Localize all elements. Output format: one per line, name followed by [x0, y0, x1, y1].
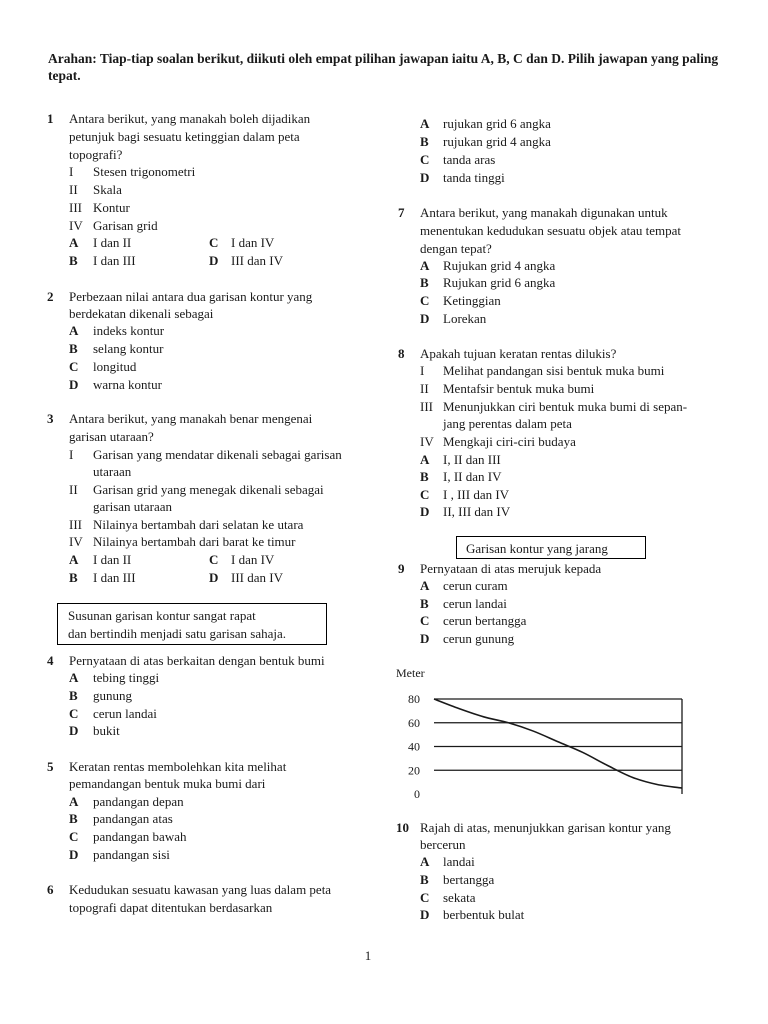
option-letter: C	[69, 706, 79, 721]
roman-numeral: IV	[69, 218, 83, 233]
option-letter: D	[420, 631, 430, 646]
y-tick-label: 60	[408, 715, 420, 730]
statement-text: Menunjukkan ciri bentuk muka bumi di sepan-	[443, 399, 688, 414]
question-stem: menentukan kedudukan sesuatu objek atau tempat	[420, 223, 682, 238]
question-stem: Rajah di atas, menunjukkan garisan kontur yang	[420, 820, 671, 835]
question-number: 4	[47, 653, 54, 668]
option-letter: C	[420, 293, 430, 308]
roman-numeral: III	[69, 517, 82, 532]
option-text: berbentuk bulat	[443, 907, 525, 922]
option-letter: D	[420, 170, 430, 185]
option-letter: C	[209, 552, 219, 567]
option-text: cerun landai	[443, 596, 507, 611]
option-letter: C	[420, 890, 430, 905]
statement-text: Nilainya bertambah dari barat ke timur	[93, 534, 296, 549]
option-text: rujukan grid 6 angka	[443, 116, 551, 131]
option-text: sekata	[443, 890, 476, 905]
option-letter: C	[420, 487, 430, 502]
option-letter: A	[69, 670, 79, 685]
option-text: landai	[443, 854, 475, 869]
option-letter: A	[420, 258, 430, 273]
option-text: III dan IV	[231, 570, 283, 585]
option-letter: C	[69, 829, 79, 844]
option-text: I dan IV	[231, 552, 275, 567]
option-text: rujukan grid 4 angka	[443, 134, 551, 149]
y-tick-labels	[408, 692, 420, 801]
question-stem: Keratan rentas membolehkan kita melihat	[69, 759, 287, 774]
statement-text: Garisan grid yang menegak dikenali sebagai	[93, 482, 324, 497]
option-text: I dan III	[93, 253, 136, 268]
option-letter: D	[420, 504, 430, 519]
option-letter: C	[69, 359, 79, 374]
option-letter: B	[69, 253, 78, 268]
question-stem: Perbezaan nilai antara dua garisan kontur yang	[69, 289, 313, 304]
question-stem: berdekatan dikenali sebagai	[69, 306, 214, 321]
question-stem: dengan tepat?	[420, 241, 492, 256]
option-text: Ketinggian	[443, 293, 501, 308]
option-text: indeks kontur	[93, 323, 165, 338]
option-text: bukit	[93, 723, 120, 738]
option-letter: D	[69, 847, 79, 862]
option-letter: C	[209, 235, 219, 250]
statement-text: garisan utaraan	[93, 499, 173, 514]
page-number: 1	[364, 948, 372, 963]
question-stem: Kedudukan sesuatu kawasan yang luas dalam peta	[69, 882, 332, 897]
statement-text: utaraan	[93, 464, 132, 479]
option-text: gunung	[93, 688, 132, 703]
statement-text: Nilainya bertambah dari selatan ke utara	[93, 517, 304, 532]
roman-numeral: I	[69, 447, 74, 462]
statement-text: Kontur	[93, 200, 130, 215]
option-text: cerun landai	[93, 706, 157, 721]
option-text: Lorekan	[443, 311, 487, 326]
option-text: I dan III	[93, 570, 136, 585]
statement-text: Skala	[93, 182, 122, 197]
roman-numeral: IV	[69, 534, 83, 549]
y-tick-label: 40	[408, 739, 420, 754]
statement-text: Mentafsir bentuk muka bumi	[443, 381, 595, 396]
roman-numeral: IV	[420, 434, 434, 449]
question-number: 5	[47, 759, 54, 774]
option-letter: A	[69, 794, 79, 809]
option-text: Rujukan grid 4 angka	[443, 258, 556, 273]
question-stem: bercerun	[420, 837, 466, 852]
option-text: I, II dan III	[443, 452, 501, 467]
statement-box-text: Susunan garisan kontur sangat rapat	[68, 608, 256, 623]
option-letter: A	[69, 235, 79, 250]
question-stem: topografi dapat ditentukan berdasarkan	[69, 900, 273, 915]
option-text: pandangan bawah	[93, 829, 187, 844]
option-letter: B	[69, 341, 78, 356]
roman-numeral: III	[420, 399, 433, 414]
cross-section-chart	[390, 660, 690, 805]
option-text: tebing tinggi	[93, 670, 160, 685]
option-text: longitud	[93, 359, 137, 374]
question-stem: petunjuk bagi sesuatu ketinggian dalam peta	[69, 129, 300, 144]
statement-box-text: dan bertindih menjadi satu garisan sahaja.	[68, 626, 287, 641]
question-number: 1	[47, 111, 54, 126]
statement-text: Mengkaji ciri-ciri budaya	[443, 434, 576, 449]
option-letter: A	[69, 323, 79, 338]
option-letter: B	[420, 275, 429, 290]
option-letter: D	[420, 907, 430, 922]
y-axis-label: Meter	[396, 666, 425, 680]
statement-text: Melihat pandangan sisi bentuk muka bumi	[443, 363, 665, 378]
question-stem: Pernyataan di atas berkaitan dengan bentuk bumi	[69, 653, 325, 668]
option-letter: B	[69, 688, 78, 703]
option-text: pandangan atas	[93, 811, 173, 826]
option-letter: B	[69, 811, 78, 826]
option-text: cerun curam	[443, 578, 508, 593]
question-stem: garisan utaraan?	[69, 429, 154, 444]
option-letter: D	[69, 377, 79, 392]
option-letter: B	[420, 596, 429, 611]
option-text: I , III dan IV	[443, 487, 510, 502]
question-stem: pemandangan bentuk muka bumi dari	[69, 776, 266, 791]
roman-numeral: II	[420, 381, 429, 396]
roman-numeral: II	[69, 482, 78, 497]
option-letter: A	[420, 854, 430, 869]
question-number: 10	[396, 820, 409, 835]
option-text: warna kontur	[93, 377, 162, 392]
instructions: Arahan: Tiap-tiap soalan berikut, diikuti oleh empat pilihan jawapan iaitu A, B, C dan D. Pilih jawapan yang paling tepat.	[48, 51, 719, 83]
option-text: Rujukan grid 6 angka	[443, 275, 556, 290]
option-text: I dan II	[93, 552, 132, 567]
roman-numeral: I	[420, 363, 425, 378]
option-letter: B	[420, 872, 429, 887]
option-text: I dan II	[93, 235, 132, 250]
y-tick-label: 80	[408, 692, 420, 706]
option-letter: B	[69, 570, 78, 585]
option-letter: A	[420, 452, 430, 467]
option-text: I dan IV	[231, 235, 275, 250]
question-stem: Apakah tujuan keratan rentas dilukis?	[420, 346, 617, 361]
roman-numeral: I	[69, 164, 74, 179]
option-letter: C	[420, 152, 430, 167]
roman-numeral: II	[69, 182, 78, 197]
statement-text: Stesen trigonometri	[93, 164, 196, 179]
statement-box-text: Garisan kontur yang jarang	[466, 541, 608, 556]
option-text: III dan IV	[231, 253, 283, 268]
option-text: pandangan depan	[93, 794, 184, 809]
option-text: selang kontur	[93, 341, 164, 356]
option-letter: D	[209, 570, 219, 585]
question-number: 9	[398, 561, 405, 576]
y-tick-label: 0	[414, 787, 420, 801]
profile-line	[434, 699, 682, 788]
question-stem: topografi?	[69, 147, 123, 162]
option-letter: C	[420, 613, 430, 628]
question-number: 6	[47, 882, 54, 897]
statement-text: Garisan grid	[93, 218, 158, 233]
option-text: I, II dan IV	[443, 469, 502, 484]
option-letter: D	[69, 723, 79, 738]
option-letter: B	[420, 134, 429, 149]
question-number: 8	[398, 346, 405, 361]
option-letter: A	[69, 552, 79, 567]
question-stem: Antara berikut, yang manakah boleh dijadikan	[69, 111, 311, 126]
statement-text: Garisan yang mendatar dikenali sebagai garisan	[93, 447, 342, 462]
option-letter: D	[420, 311, 430, 326]
question-stem: Antara berikut, yang manakah digunakan untuk	[420, 205, 668, 220]
statement-text: jang perentas dalam peta	[443, 416, 572, 431]
question-number: 7	[398, 205, 405, 220]
option-text: cerun gunung	[443, 631, 515, 646]
question-number: 3	[47, 411, 54, 426]
option-letter: A	[420, 578, 430, 593]
option-text: II, III dan IV	[443, 504, 511, 519]
roman-numeral: III	[69, 200, 82, 215]
option-text: tanda tinggi	[443, 170, 505, 185]
question-stem: Antara berikut, yang manakah benar mengenai	[69, 411, 313, 426]
y-tick-label: 20	[408, 763, 420, 778]
option-text: pandangan sisi	[93, 847, 170, 862]
option-text: tanda aras	[443, 152, 496, 167]
question-stem: Pernyataan di atas merujuk kepada	[420, 561, 602, 576]
option-letter: A	[420, 116, 430, 131]
option-letter: D	[209, 253, 219, 268]
option-letter: B	[420, 469, 429, 484]
option-text: bertangga	[443, 872, 495, 887]
question-number: 2	[47, 289, 54, 304]
option-text: cerun bertangga	[443, 613, 527, 628]
